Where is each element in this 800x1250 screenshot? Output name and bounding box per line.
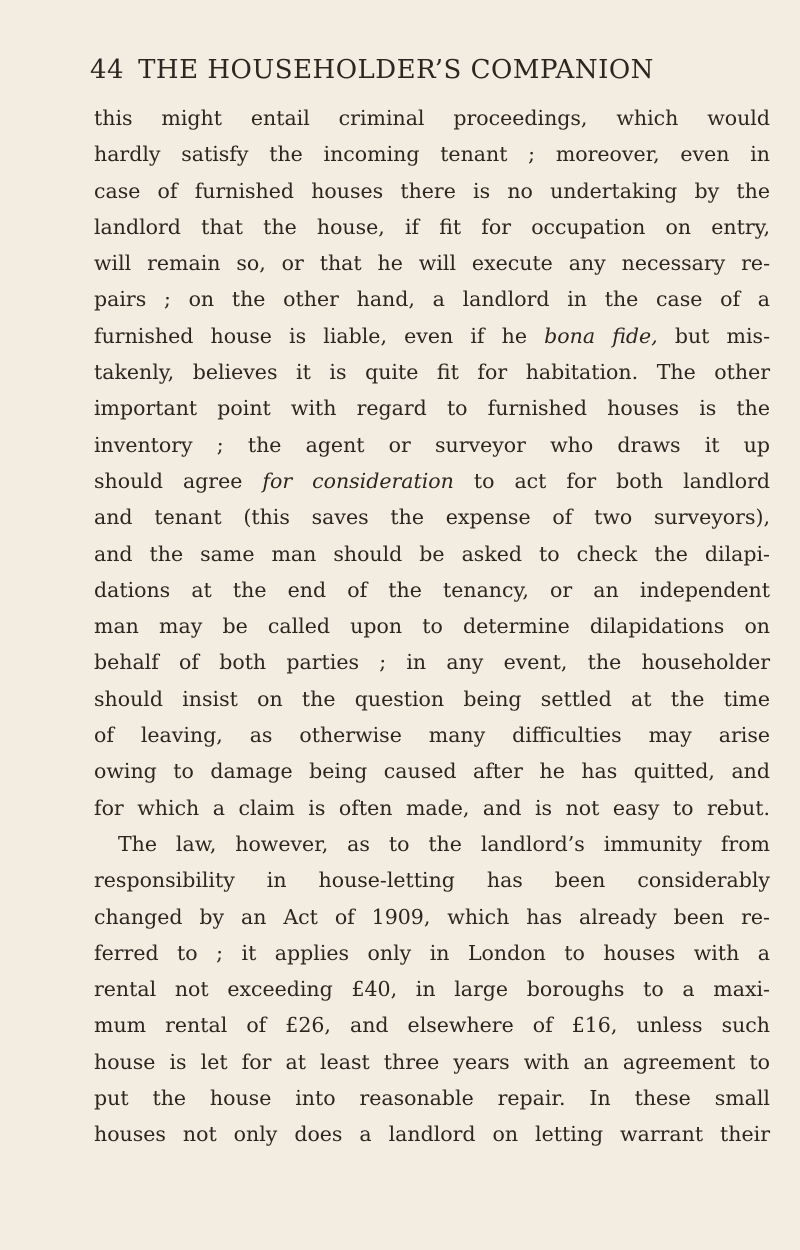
text-segment: should agree: [94, 468, 263, 493]
text-segment: should insist on the question being settled at the time: [94, 686, 770, 711]
text-segment: house is let for at least three years with an agreement to: [94, 1049, 770, 1074]
text-line: [94, 644, 770, 680]
text-line: [94, 209, 770, 245]
text-line: [94, 1116, 770, 1152]
text-line: [94, 608, 770, 644]
text-segment: dations at the end of the tenancy, or an independent: [94, 577, 770, 602]
text-segment: owing to damage being caused after he has quitted, and: [94, 759, 770, 784]
text-line: [94, 427, 770, 463]
text-segment: rental not exceeding £40, in large boroughs to a maxi-: [94, 977, 770, 1002]
text-line: [94, 1007, 770, 1043]
text-line: [94, 354, 770, 390]
text-line: [94, 463, 770, 499]
text-line: [94, 281, 770, 317]
running-header: [90, 55, 710, 85]
text-line: [94, 572, 770, 608]
text-segment: The law, however, as to the landlord’s immunity from: [118, 831, 770, 856]
text-segment: takenly, believes it is quite fit for habitation. The other: [94, 360, 770, 385]
text-line: [94, 536, 770, 572]
text-line: [94, 826, 770, 862]
text-segment: changed by an Act of 1909, which has already been re-: [94, 904, 770, 929]
running-title: THE HOUSEHOLDER’S COMPANION: [138, 55, 654, 85]
text-line: [94, 790, 770, 826]
page-number: 44: [90, 55, 125, 85]
text-segment: mum rental of £26, and elsewhere of £16, unless such: [94, 1013, 770, 1038]
text-line: [94, 173, 770, 209]
text-segment: for which a claim is often made, and is not easy to rebut.: [94, 795, 770, 820]
text-segment: behalf of both parties ; in any event, the householder: [94, 650, 770, 675]
italic-phrase: for consideration: [262, 468, 454, 493]
text-line: [94, 935, 770, 971]
text-segment: to act for both landlord: [453, 468, 771, 493]
text-segment: but mis-: [657, 323, 770, 348]
text-segment: put the house into reasonable repair. In these small: [94, 1086, 770, 1111]
text-segment: responsibility in house-letting has been considerably: [94, 868, 770, 893]
text-segment: hardly satisfy the incoming tenant ; moreover, even in: [94, 142, 770, 167]
text-segment: furnished house is liable, even if he: [94, 323, 545, 348]
text-line: [94, 1080, 770, 1116]
text-line: [94, 862, 770, 898]
text-line: [94, 390, 770, 426]
text-segment: this might entail criminal proceedings, which would: [94, 106, 770, 130]
text-segment: landlord that the house, if fit for occupation on entry,: [94, 214, 770, 239]
text-segment: important point with regard to furnished houses is the: [94, 396, 770, 421]
text-segment: pairs ; on the other hand, a landlord in the case of a: [94, 287, 770, 312]
text-segment: and the same man should be asked to check the dilapi-: [94, 541, 770, 566]
text-segment: case of furnished houses there is no undertaking by the: [94, 178, 770, 203]
text-line: [94, 499, 770, 535]
text-line: [94, 717, 770, 753]
text-line: [94, 245, 770, 281]
italic-phrase: bona fide,: [544, 323, 658, 348]
text-line: [94, 971, 770, 1007]
text-line: [94, 136, 770, 172]
text-segment: inventory ; the agent or surveyor who draws it up: [94, 432, 770, 457]
text-line: [94, 899, 770, 935]
text-line: [94, 100, 770, 136]
text-line: [94, 753, 770, 789]
text-segment: ferred to ; it applies only in London to houses with a: [94, 940, 770, 965]
text-segment: houses not only does a landlord on letting warrant their: [94, 1122, 770, 1147]
text-segment: man may be called upon to determine dilapidations on: [94, 614, 770, 639]
body-text: [94, 100, 770, 1153]
text-segment: of leaving, as otherwise many difficulties may arise: [94, 723, 770, 748]
text-line: [94, 1044, 770, 1080]
text-line: [94, 681, 770, 717]
text-segment: and tenant (this saves the expense of two surveyors),: [94, 505, 770, 530]
text-line: [94, 318, 770, 354]
text-segment: will remain so, or that he will execute any necessary re-: [94, 251, 770, 276]
